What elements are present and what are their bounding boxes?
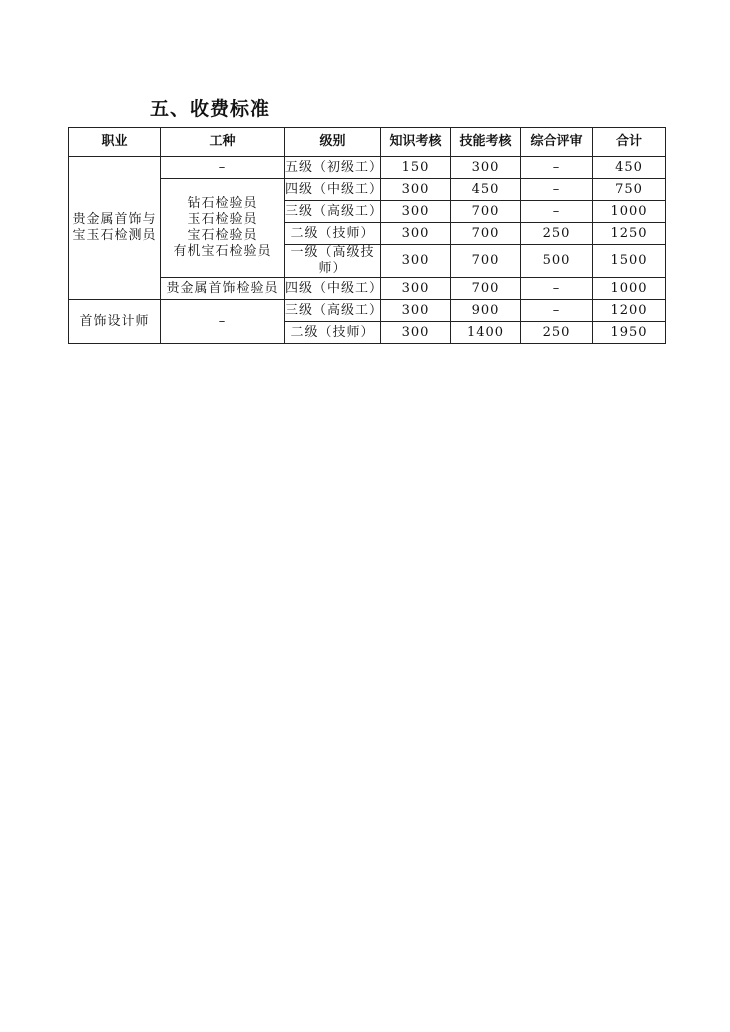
level-cell: 三级（高级工） (285, 300, 381, 322)
jobtype-item: 有机宝石检验员 (173, 244, 272, 259)
skill-cell: 700 (451, 201, 521, 223)
level-cell: 二级（技师） (285, 223, 381, 245)
section-title: 五、收费标准 (150, 98, 271, 120)
jobtype-item: 宝石检验员 (187, 228, 258, 243)
total-cell: 750 (593, 179, 666, 201)
occupation-line: 宝玉石检测员 (72, 228, 157, 243)
review-cell: 500 (521, 245, 593, 278)
occupation-cell: 首饰设计师 (69, 300, 161, 344)
level-line: 一级（高级技 (290, 245, 375, 260)
total-cell: 1500 (593, 245, 666, 278)
jobtype-cell: – (161, 157, 285, 179)
skill-cell: 1400 (451, 322, 521, 344)
knowledge-cell: 300 (381, 322, 451, 344)
review-cell: 250 (521, 322, 593, 344)
review-cell: 250 (521, 223, 593, 245)
review-cell: – (521, 300, 593, 322)
level-cell: 四级（中级工） (285, 179, 381, 201)
review-cell: – (521, 278, 593, 300)
skill-cell: 700 (451, 278, 521, 300)
occupation-line: 贵金属首饰与 (72, 212, 157, 227)
header-skill: 技能考核 (451, 128, 521, 157)
level-line: 师） (318, 261, 347, 276)
level-cell: 四级（中级工） (285, 278, 381, 300)
knowledge-cell: 300 (381, 223, 451, 245)
knowledge-cell: 300 (381, 300, 451, 322)
table-row (69, 157, 666, 179)
table-row (69, 300, 666, 322)
header-jobtype: 工种 (161, 128, 285, 157)
level-cell: 三级（高级工） (285, 201, 381, 223)
skill-cell: 900 (451, 300, 521, 322)
knowledge-cell: 150 (381, 157, 451, 179)
total-cell: 1200 (593, 300, 666, 322)
skill-cell: 300 (451, 157, 521, 179)
fee-table (68, 127, 666, 344)
jobtype-cell: 贵金属首饰检验员 (161, 278, 285, 300)
jobtype-item: 钻石检验员 (187, 196, 258, 211)
skill-cell: 450 (451, 179, 521, 201)
header-level: 级别 (285, 128, 381, 157)
total-cell: 1000 (593, 278, 666, 300)
header-knowledge: 知识考核 (381, 128, 451, 157)
level-cell: 二级（技师） (285, 322, 381, 344)
occupation-cell (69, 157, 161, 300)
level-cell: 五级（初级工） (285, 157, 381, 179)
jobtype-group-cell (161, 179, 285, 278)
knowledge-cell: 300 (381, 201, 451, 223)
jobtype-cell: – (161, 300, 285, 344)
table-header-row (69, 128, 666, 157)
level-cell (285, 245, 381, 278)
total-cell: 1950 (593, 322, 666, 344)
total-cell: 1250 (593, 223, 666, 245)
knowledge-cell: 300 (381, 278, 451, 300)
header-occupation: 职业 (69, 128, 161, 157)
review-cell: – (521, 201, 593, 223)
header-total: 合计 (593, 128, 666, 157)
header-review: 综合评审 (521, 128, 593, 157)
knowledge-cell: 300 (381, 179, 451, 201)
knowledge-cell: 300 (381, 245, 451, 278)
review-cell: – (521, 157, 593, 179)
skill-cell: 700 (451, 245, 521, 278)
skill-cell: 700 (451, 223, 521, 245)
jobtype-item: 玉石检验员 (187, 212, 258, 227)
total-cell: 450 (593, 157, 666, 179)
total-cell: 1000 (593, 201, 666, 223)
review-cell: – (521, 179, 593, 201)
